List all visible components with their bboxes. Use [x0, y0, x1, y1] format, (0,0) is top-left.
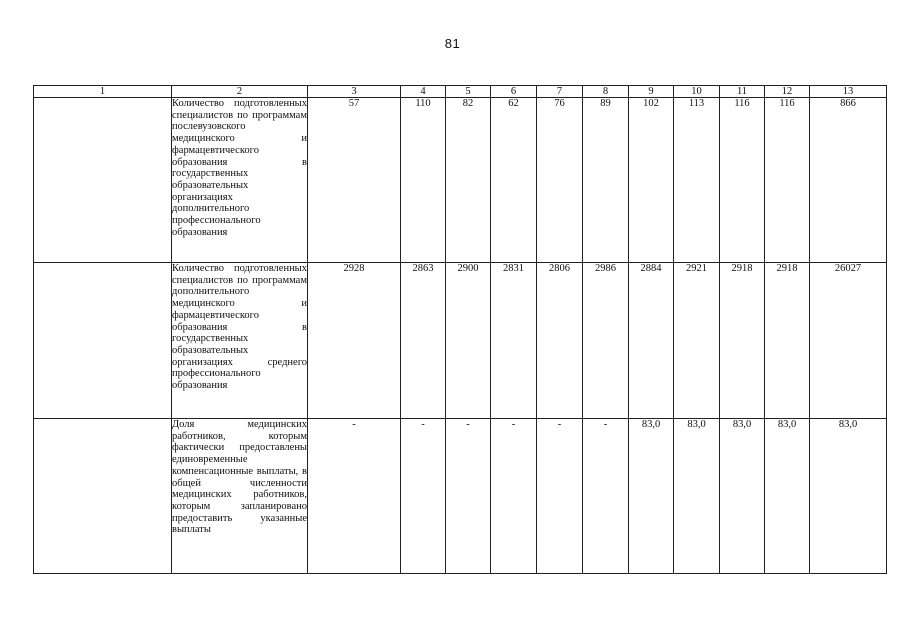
value-cell: 866 [810, 98, 887, 263]
value-cell: 62 [491, 98, 537, 263]
value-cell: - [401, 419, 446, 574]
indicator-cell: Количество подготовленных специалистов по программам послевузовского медицинского и фармацевтического образования в государственных образовательных организациях дополнительного профессионального образования [172, 98, 308, 263]
column-header: 11 [720, 86, 765, 98]
page-number: 81 [444, 36, 461, 51]
value-cell: 2918 [720, 263, 765, 419]
value-cell: 2831 [491, 263, 537, 419]
column-header: 7 [537, 86, 583, 98]
column-header: 9 [629, 86, 674, 98]
value-cell: 2806 [537, 263, 583, 419]
value-cell: 57 [308, 98, 401, 263]
value-cell: 2986 [583, 263, 629, 419]
row-number-cell [34, 263, 172, 419]
value-cell: 89 [583, 98, 629, 263]
column-header: 12 [765, 86, 810, 98]
indicator-cell: Доля медицинских работников, которым фактически предоставлены единовременные компенсационные выплаты, в общей численности медицинских работников, которым запланировано предоставить указанные выплаты [172, 419, 308, 574]
value-cell: - [537, 419, 583, 574]
value-cell: 2900 [446, 263, 491, 419]
value-cell: 2884 [629, 263, 674, 419]
column-header: 5 [446, 86, 491, 98]
value-cell: 2863 [401, 263, 446, 419]
column-header: 1 [34, 86, 172, 98]
value-cell: 83,0 [720, 419, 765, 574]
value-cell: 102 [629, 98, 674, 263]
column-header: 8 [583, 86, 629, 98]
value-cell: 2921 [674, 263, 720, 419]
value-cell: 2918 [765, 263, 810, 419]
value-cell: 83,0 [810, 419, 887, 574]
value-cell: 83,0 [629, 419, 674, 574]
value-cell: 110 [401, 98, 446, 263]
value-cell: - [491, 419, 537, 574]
column-header: 6 [491, 86, 537, 98]
value-cell: 113 [674, 98, 720, 263]
column-header: 10 [674, 86, 720, 98]
table-row [34, 419, 887, 574]
value-cell: 2928 [308, 263, 401, 419]
column-header: 3 [308, 86, 401, 98]
value-cell: 83,0 [674, 419, 720, 574]
value-cell: 82 [446, 98, 491, 263]
column-header: 13 [810, 86, 887, 98]
value-cell: 26027 [810, 263, 887, 419]
value-cell: 116 [720, 98, 765, 263]
value-cell: 76 [537, 98, 583, 263]
indicator-cell: Количество подготовленных специалистов по программам дополнительного медицинского и фармацевтического образования в государственных образовательных организациях среднего профессионального образования [172, 263, 308, 419]
row-number-cell [34, 98, 172, 263]
table-row [34, 98, 887, 263]
value-cell: - [583, 419, 629, 574]
row-number-cell [34, 419, 172, 574]
value-cell: - [446, 419, 491, 574]
value-cell: - [308, 419, 401, 574]
data-table [33, 85, 887, 574]
value-cell: 83,0 [765, 419, 810, 574]
table-row [34, 263, 887, 419]
column-header: 2 [172, 86, 308, 98]
value-cell: 116 [765, 98, 810, 263]
column-header: 4 [401, 86, 446, 98]
header-row [34, 86, 887, 98]
